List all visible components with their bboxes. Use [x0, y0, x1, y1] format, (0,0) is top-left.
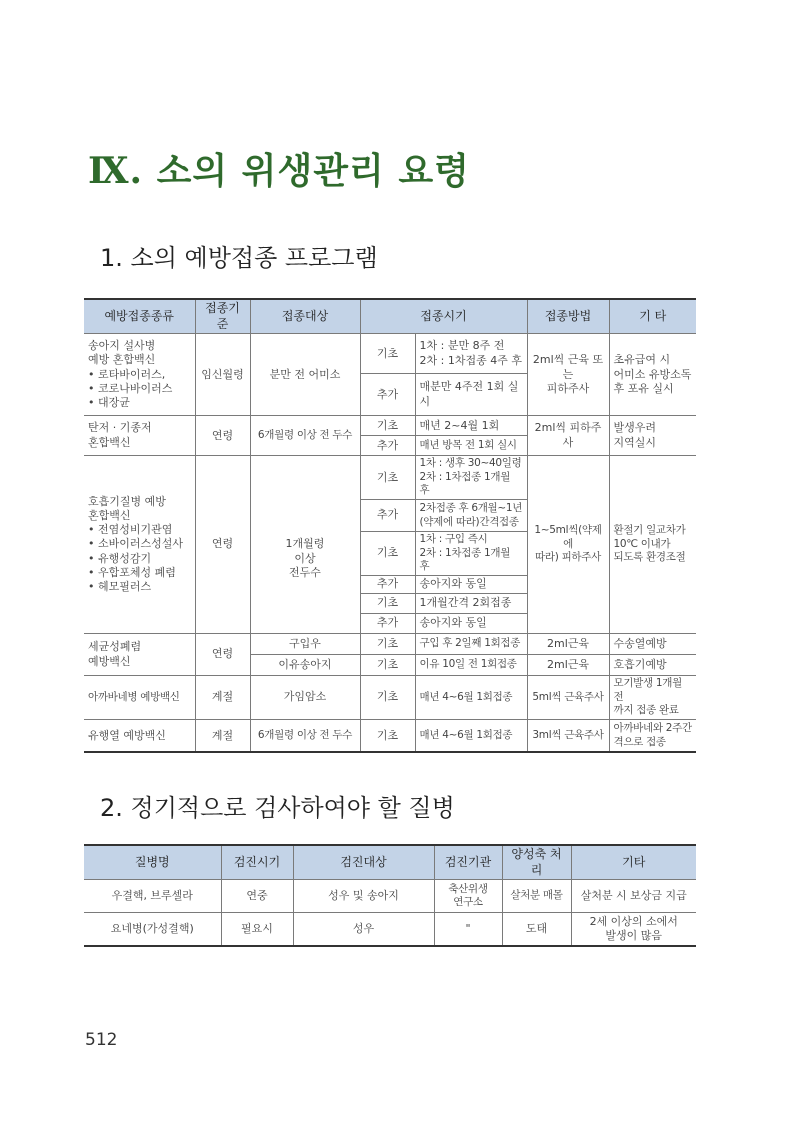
timing-kind-cell: 기초 — [360, 532, 415, 576]
timing-cell: 1개월간격 2회접종 — [415, 594, 527, 614]
etc-cell: 초유급여 시 어미소 유방소독 후 포유 실시 — [609, 334, 696, 416]
header-action: 양성축 처리 — [502, 845, 571, 880]
target-main: 1개월령 이상 전두수 — [285, 537, 325, 580]
vaccine-type-cell: 아까바네병 예방백신 — [84, 676, 195, 720]
method-cell: 2ml근육 — [527, 634, 609, 655]
timing-kind-cell: 기초 — [360, 655, 415, 676]
timing-kind-cell: 기초 — [360, 456, 415, 500]
timing-cell: 매년 4~6월 1회접종 — [415, 719, 527, 752]
etc-cell: 2세 이상의 소에서 발생이 많음 — [571, 913, 696, 946]
basis-cell: 연령 — [195, 456, 250, 634]
timing-kind-cell: 추가 — [360, 614, 415, 634]
timing-cell: 1차 : 구입 즉시 2차 : 1차접종 1개월 후 — [415, 532, 527, 576]
header-timing: 접종시기 — [360, 299, 527, 334]
table-row — [84, 676, 696, 720]
timing-kind-cell: 추가 — [360, 436, 415, 456]
target-cell: 이유송아지 — [250, 655, 360, 676]
timing-cell: 매년 2~4월 1회 — [415, 416, 527, 436]
header-etc: 기 타 — [609, 299, 696, 334]
timing-kind-cell: 추가 — [360, 576, 415, 594]
timing-kind-cell: 기초 — [360, 676, 415, 720]
action-cell: 도태 — [502, 913, 571, 946]
header-timing: 검진시기 — [221, 845, 293, 880]
timing-kind-cell: 기초 — [360, 634, 415, 655]
timing-cell: 1차 : 분만 8주 전 2차 : 1차접종 4주 후 — [415, 334, 527, 374]
timing-kind-cell: 기초 — [360, 594, 415, 614]
table-header-row — [84, 299, 696, 334]
etc-cell: 살처분 시 보상금 지급 — [571, 880, 696, 913]
timing-cell: 구입 후 2일째 1회접종 — [415, 634, 527, 655]
header-target: 검진대상 — [293, 845, 434, 880]
vaccine-type-cell: 호흡기질병 예방 혼합백신 • 전염성비기관염 • 소바이러스성설사 • 유행성감기 • 우합포체성 폐렴 • 헤모필러스 — [84, 456, 195, 634]
target-cell: 분만 전 어미소 — [250, 334, 360, 416]
header-etc: 기타 — [571, 845, 696, 880]
agency-cell: " — [434, 913, 502, 946]
table-row — [84, 634, 696, 655]
timing-cell: 2차접종 후 6개월~1년 (약제에 따라)간격접종 — [415, 500, 527, 532]
target-cell: 가임암소 — [250, 676, 360, 720]
timing-kind-cell: 기초 — [360, 334, 415, 374]
etc-cell: 수송열예방 — [609, 634, 696, 655]
basis-cell: 임신월령 — [195, 334, 250, 416]
table-row — [84, 719, 696, 752]
method-cell: 3ml씩 근육주사 — [527, 719, 609, 752]
etc-cell: 모기발생 1개월 전 까지 접종 완료 — [609, 676, 696, 720]
target-cell: 6개월령 이상 전 두수 — [250, 416, 360, 456]
table-header-row — [84, 845, 696, 880]
method-cell: 1~5ml씩(약제에 따라) 피하주사 — [527, 456, 609, 634]
target-cell: 성우 및 송아지 — [293, 880, 434, 913]
chapter-title: Ⅸ. 소의 위생관리 요령 — [88, 150, 470, 192]
target-cell: 성우 — [293, 913, 434, 946]
timing-cell: 매년 방목 전 1회 실시 — [415, 436, 527, 456]
header-method: 접종방법 — [527, 299, 609, 334]
header-target: 접종대상 — [250, 299, 360, 334]
etc-cell: 발생우려 지역실시 — [609, 416, 696, 456]
table-row — [84, 456, 696, 500]
action-cell: 살처분 매몰 — [502, 880, 571, 913]
basis-cell: 연령 — [195, 416, 250, 456]
vaccination-program-table — [84, 298, 696, 753]
basis-cell: 계절 — [195, 719, 250, 752]
section-title-vaccination: 1. 소의 예방접종 프로그램 — [100, 244, 378, 272]
vaccine-type-cell: 송아지 설사병 예방 혼합백신 • 로타바이러스, • 코로나바이러스 • 대장균 — [84, 334, 195, 416]
method-cell: 2ml근육 — [527, 655, 609, 676]
disease-name-cell: 요네병(가성결핵) — [84, 913, 221, 946]
disease-name-cell: 우결핵, 브루셀라 — [84, 880, 221, 913]
disease-inspection-table — [84, 844, 696, 947]
basis-cell: 연령 — [195, 634, 250, 676]
etc-cell: 호흡기예방 — [609, 655, 696, 676]
target-cell: 구입우 — [250, 634, 360, 655]
timing-cell: 매분만 4주전 1회 실시 — [415, 374, 527, 416]
timing-cell: 이유 10일 전 1회접종 — [415, 655, 527, 676]
target-cell — [250, 456, 360, 634]
method-cell: 2ml씩 근육 또는 피하주사 — [527, 334, 609, 416]
page-number: 512 — [85, 1030, 118, 1050]
header-vaccine-type: 예방접종종류 — [84, 299, 195, 334]
timing-cell: 필요시 — [221, 913, 293, 946]
table-row — [84, 880, 696, 913]
timing-kind-cell: 추가 — [360, 374, 415, 416]
timing-cell: 연중 — [221, 880, 293, 913]
timing-kind-cell: 기초 — [360, 416, 415, 436]
timing-cell: 송아지와 동일 — [415, 614, 527, 634]
timing-cell: 매년 4~6월 1회접종 — [415, 676, 527, 720]
target-cell: 6개월령 이상 전 두수 — [250, 719, 360, 752]
method-cell: 5ml씩 근육주사 — [527, 676, 609, 720]
vaccine-type-cell: 세균성폐렴 예방백신 — [84, 634, 195, 676]
table-row — [84, 416, 696, 436]
vaccine-type-cell: 탄저 · 기종저 혼합백신 — [84, 416, 195, 456]
etc-cell: 아까바네와 2주간 격으로 접종 — [609, 719, 696, 752]
agency-cell: 축산위생 연구소 — [434, 880, 502, 913]
vaccine-type-cell: 유행열 예방백신 — [84, 719, 195, 752]
method-cell: 2ml씩 피하주사 — [527, 416, 609, 456]
table-row — [84, 334, 696, 374]
timing-kind-cell: 추가 — [360, 500, 415, 532]
section-title-inspection: 2. 정기적으로 검사하여야 할 질병 — [100, 794, 455, 822]
timing-kind-cell: 기초 — [360, 719, 415, 752]
header-disease: 질병명 — [84, 845, 221, 880]
header-agency: 검진기관 — [434, 845, 502, 880]
timing-cell: 송아지와 동일 — [415, 576, 527, 594]
basis-cell: 계절 — [195, 676, 250, 720]
timing-cell: 1차 : 생후 30~40일령 2차 : 1차접종 1개월 후 — [415, 456, 527, 500]
table-row — [84, 913, 696, 946]
header-basis: 접종기준 — [195, 299, 250, 334]
etc-cell: 환절기 일교차가 10℃ 이내가 되도록 환경조절 — [609, 456, 696, 634]
